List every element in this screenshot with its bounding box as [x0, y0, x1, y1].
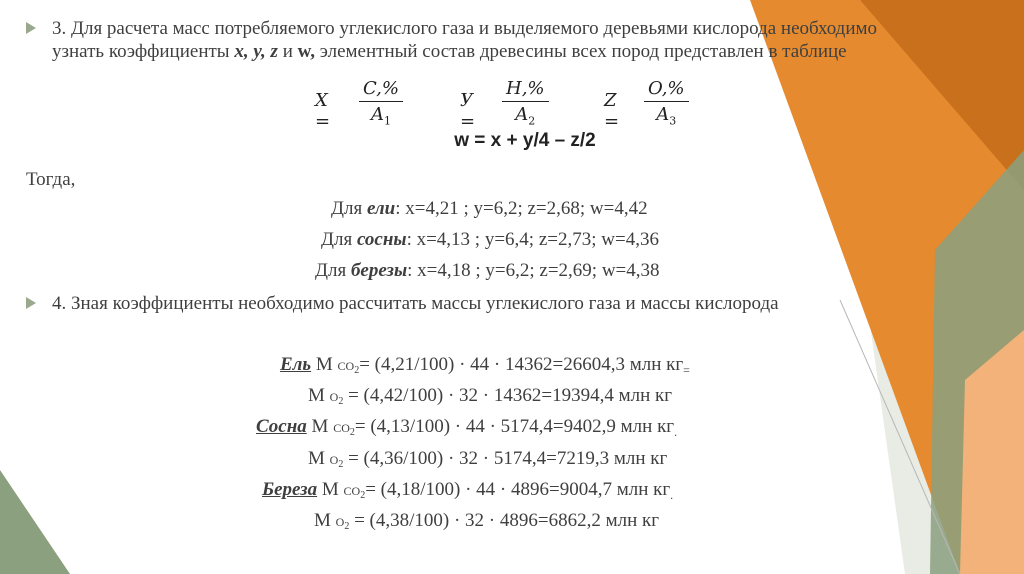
fraction: O,% $A_3$	[644, 78, 689, 128]
slide-content: 3. Для расчета масс потребляемого углекислого газа и выделяемого деревьями кислорода необходимо узнать коэффициенты x, y, z и w, элементный состав древесины всех пород представлен в таблице X = C,% $A_1$ У = H,% $A_2$ Z = O,% $A_3$ w = x + y/4 – z/2 Тогда, Для ели: x=4,21 ; y=6,2; z=2,68; w=4,42 Для сосны: x=4,13 ; y=6,4; z=2,73; w=4,36 Для березы: x=4,18 ; y=6,2; z=2,69; w=4,38 4. Зная коэффициенты необходимо рассчитать массы углекислого газа и массы кислорода Ель M CO2= (4,21/100) · 44 · 14362=26604,3 млн $кг_=$ M O2 = (4,42/100) · 32 · 14362=19394,4 млн кг Сосна M CO2= (4,13/100) · 44 · 5174,4=9402,9 млн $кг_.$ M O2 = (4,36/100) · 32 · 5174,4=7219,3 млн кг Береза M CO2= (4,18/100) · 44 · 4896=9004,7 млн $кг_.$ M O2 = (4,38/100) · 32 · 4896=6862,2 млн кг	[26, 18, 878, 532]
bullet-arrow-icon	[26, 22, 36, 34]
coef-row-pine: Для сосны: x=4,13 ; y=6,4; z=2,73; w=4,36	[321, 229, 659, 250]
paragraph-3-line-1: 3. Для расчета масс потребляемого углекислого газа и выделяемого деревьями кислорода необходимо	[52, 18, 878, 39]
w-formula: w = x + y/4 – z/2	[454, 130, 596, 151]
coef-row-spruce: Для ели: x=4,21 ; y=6,2; z=2,68; w=4,42	[331, 198, 648, 219]
paragraph-3-line-2: узнать коэффициенты x, y, z и w, элементный состав древесины всех пород представлен в таблице	[52, 41, 847, 62]
calc-row-birch-o2: M O2 = (4,38/100) · 32 · 4896=6862,2 млн кг	[314, 510, 660, 532]
calc-row-spruce-o2: M O2 = (4,42/100) · 32 · 14362=19394,4 млн кг	[308, 385, 673, 407]
calc-row-pine-co2: Сосна M CO2= (4,13/100) · 44 · 5174,4=9402,9 млн $кг_.$	[256, 416, 678, 439]
fraction: C,% $A_1$	[359, 78, 403, 128]
calc-row-pine-o2: M O2 = (4,36/100) · 32 · 5174,4=7219,3 млн кг	[308, 448, 668, 470]
calc-row-spruce-co2: Ель M CO2= (4,21/100) · 44 · 14362=26604,3 млн $кг_=$	[280, 354, 690, 377]
fraction: H,% $A_2$	[502, 78, 549, 128]
bullet-arrow-icon	[26, 297, 36, 309]
coef-row-birch: Для березы: x=4,18 ; y=6,2; z=2,69; w=4,38	[315, 260, 660, 281]
paragraph-4-text: 4. Зная коэффициенты необходимо рассчитать массы углекислого газа и массы кислорода	[52, 293, 779, 314]
togda-text: Тогда,	[26, 169, 76, 190]
calc-row-birch-co2: Береза M CO2= (4,18/100) · 44 · 4896=9004,7 млн $кг_.$	[262, 479, 674, 502]
